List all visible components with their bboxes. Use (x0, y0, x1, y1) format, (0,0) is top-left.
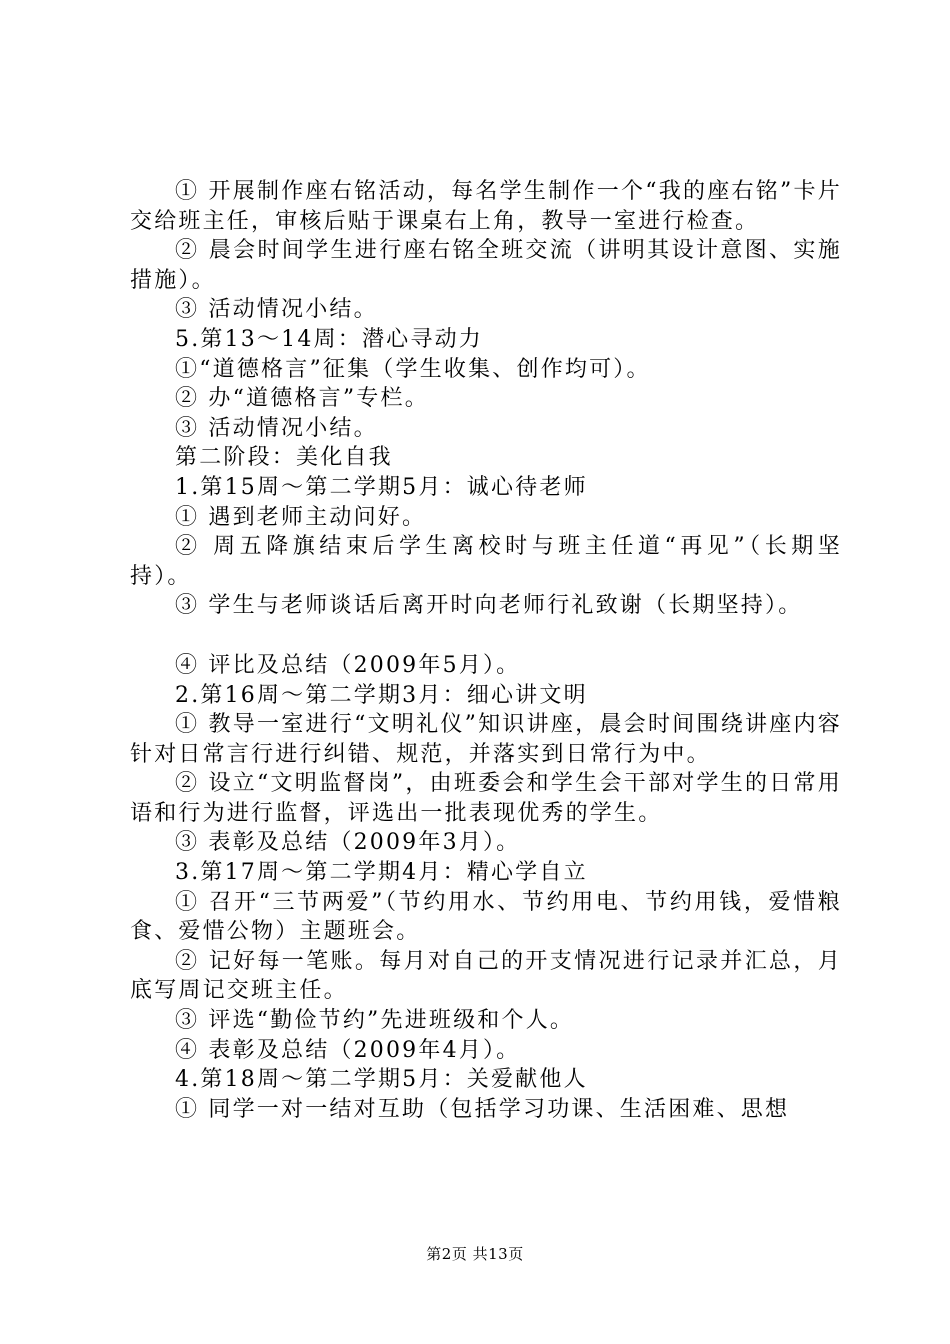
document-body (130, 177, 842, 1124)
paragraph: ② 晨会时间学生进行座右铭全班交流（讲明其设计意图、实施措施）。 (130, 238, 842, 293)
page-footer: 第2页 共13页 (426, 1245, 524, 1263)
paragraph: ④ 评比及总结（2009年5月）。 (175, 652, 521, 678)
paragraph: ② 周五降旗结束后学生离校时与班主任道“再见”（长期坚持）。 (130, 534, 842, 589)
section-heading: 3.第17周～第二学期4月：精心学自立 (175, 860, 588, 886)
paragraph: ③ 学生与老师谈话后离开时向老师行礼致谢（长期坚持）。 (175, 593, 803, 619)
paragraph: ② 设立“文明监督岗”，由班委会和学生会干部对学生的日常用语和行为进行监督，评选出一批表现优秀的学生。 (130, 771, 842, 826)
paragraph: ③ 活动情况小结。 (175, 297, 378, 323)
paragraph: ① 开展制作座右铭活动，每名学生制作一个“我的座右铭”卡片交给班主任，审核后贴于课桌右上角，教导一室进行检查。 (130, 179, 842, 234)
section-heading: 5.第13～14周：潜心寻动力 (175, 326, 483, 352)
paragraph: ③ 评选“勤俭节约”先进班级和个人。 (175, 1008, 575, 1034)
section-heading: 1.第15周～第二学期5月：诚心待老师 (175, 474, 588, 500)
paragraph: ① 召开“三节两爱”（节约用水、节约用电、节约用钱，爱惜粮食、爱惜公物）主题班会。 (130, 889, 842, 945)
paragraph: ③ 表彰及总结（2009年3月）。 (175, 830, 521, 856)
paragraph: ② 办“道德格言”专栏。 (175, 386, 429, 412)
paragraph: ② 记好每一笔账。每月对自己的开支情况进行记录并汇总，月底写周记交班主任。 (130, 948, 842, 1004)
stage-heading: 第二阶段：美化自我 (175, 445, 393, 471)
paragraph: ③ 活动情况小结。 (175, 415, 378, 441)
section-heading: 4.第18周～第二学期5月：关爱献他人 (175, 1067, 588, 1093)
section-heading: 2.第16周～第二学期3月：细心讲文明 (175, 682, 588, 708)
paragraph: ① 教导一室进行“文明礼仪”知识讲座，晨会时间围绕讲座内容针对日常言行进行纠错、规范，并落实到日常行为中。 (130, 712, 842, 767)
paragraph: ① 遇到老师主动问好。 (175, 504, 427, 530)
paragraph: ①“道德格言”征集（学生收集、创作均可）。 (175, 356, 651, 382)
paragraph: ④ 表彰及总结（2009年4月）。 (175, 1037, 521, 1063)
paragraph: ① 同学一对一结对互助（包括学习功课、生活困难、思想 (175, 1096, 790, 1122)
